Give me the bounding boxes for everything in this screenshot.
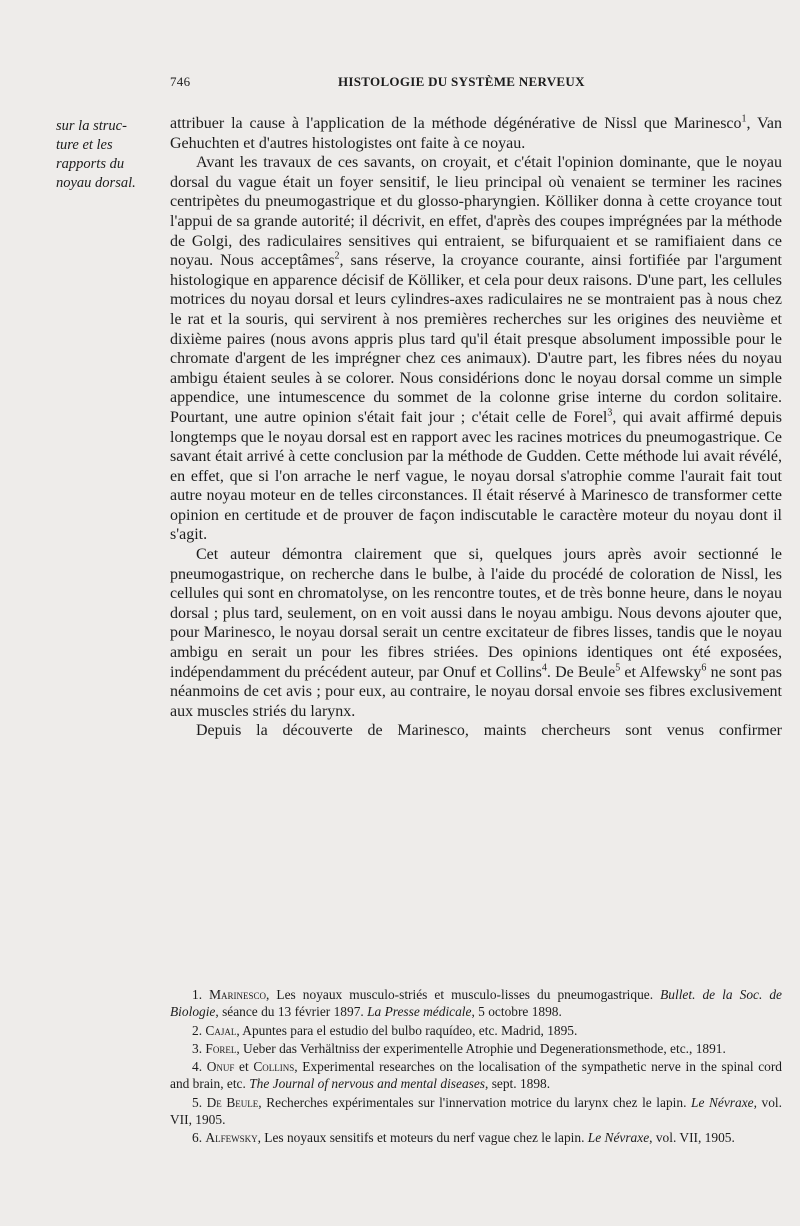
footnote-2: 2. Cajal, Apuntes para el estudio del bulbo raquídeo, etc. Madrid, 1895. xyxy=(192,1022,578,1038)
footnote-ref[interactable]: 4 xyxy=(541,662,547,674)
margin-note-line: noyau dorsal. xyxy=(56,175,136,191)
footnote-ref[interactable]: 2 xyxy=(334,250,340,262)
running-title: HISTOLOGIE DU SYSTÈME NERVEUX xyxy=(338,74,585,89)
footnote-ref[interactable]: 3 xyxy=(607,407,613,419)
page-number: 746 xyxy=(170,74,191,89)
footnotes xyxy=(170,986,782,1148)
paragraph-2: Avant les travaux de ces savants, on croyait, et c'était l'opinion dominante, que le noyau dorsal du vague était un foyer sensitif, le lieu principal où venaient se terminer les racines centripètes du pneumogastrique et du glosso-pharyngien. Kölliker donna à cette croyance tout l'appui de sa grande autorité; il décrivit, en effet, d'après des coupes imprégnées par la méthode de Golgi, des radiculaires sensitives qui entraient, se bifurquaient et se ramifiaient dans ce noyau. Nous acceptâmes$^2$, sans réserve, la croyance courante, ainsi fortifiée par l'argument histologique en apparence décisif de Kölliker, et cela pour deux raisons. D'une part, les cellules motrices du noyau dorsal et leurs cylindres-axes radiculaires ne se montraient pas à nous chez le rat et la souris, qui servirent à nos premières recherches sur les origines des neuvième et dixième paires (nous avons appris plus tard qu'il était presque absolument impossible pour le chromate d'argent de les imprégner chez ces animaux). D'autre part, les fibres nées du noyau ambigu étaient seules à se colorer. Nous considérions donc le noyau dorsal comme un simple appendice, une intumescence du sommet de la colonne grise interne du cordon solitaire. Pourtant, une autre opinion s'était fait jour ; c'était celle de Forel$^3$, qui avait affirmé depuis longtemps que le noyau dorsal est en rapport avec les racines motrices du pneumogastrique. Ce savant était arrivé à cette conclusion par la méthode de Gudden. Cette méthode lui avait révélé, en effet, que si l'on arrache le nerf vague, le noyau dorsal s'atrophie comme l'aurait fait tout autre noyau moteur en de telles circonstances. Il était réservé à Marinesco de transformer cette opinion en certitude et de prouver de façon indiscutable le caractère moteur du noyau dont il s'agit. xyxy=(170,154,782,544)
paragraph-1: attribuer la cause à l'application de la méthode dégénérative de Nissl que Marinesco$^1$, Van Gehuchten et d'autres histologistes ont faite à ce noyau. xyxy=(170,113,783,152)
margin-note-line: ture et les xyxy=(56,137,113,153)
footnote-ref[interactable]: 5 xyxy=(615,662,621,674)
margin-note xyxy=(56,117,168,193)
margin-note-line: rapports du xyxy=(56,156,125,172)
footnote-3: 3. Forel, Ueber das Verhältniss der experimentelle Atrophie und Degenerationsmethode, etc., 1891. xyxy=(192,1040,726,1056)
footnote-ref[interactable]: 6 xyxy=(701,662,707,674)
footnote-1: 1. Marinesco, Les noyaux musculo-striés et musculo-lisses du pneumogastrique. Bullet. de la Soc. de Biologie, séance du 13 février 1897. La Presse médicale, 5 octobre 1898. xyxy=(170,987,783,1020)
body-text xyxy=(170,114,782,741)
page-header xyxy=(170,74,782,96)
footnote-6: 6. Alfewsky, Les noyaux sensitifs et moteurs du nerf vague chez le lapin. Le Névraxe, vol. VII, 1905. xyxy=(192,1130,735,1146)
paragraph-3: Cet auteur démontra clairement que si, quelques jours après avoir sectionné le pneumogastrique, on recherche dans le bulbe, à l'aide du procédé de coloration de Nissl, les cellules qui sont en chromatolyse, on les rencontre toutes, et de très bonne heure, dans le noyau dorsal ; plus tard, seulement, on en voit aussi dans le noyau ambigu. Nous devons ajouter que, pour Marinesco, le noyau dorsal serait un centre excitateur de fibres lisses, tandis que le noyau ambigu en serait un pour les fibres striées. Des opinions identiques ont été exposées, indépendamment du précédent auteur, par Onuf et Collins$^4$. De Beule$^5$ et Alfewsky$^6$ ne sont pas néanmoins de cet avis ; pour eux, au contraire, le noyau dorsal envoie ses fibres exclusivement aux muscles striés du larynx. xyxy=(170,546,783,720)
margin-note-line: sur la struc- xyxy=(56,118,127,134)
paragraph-4: Depuis la découverte de Marinesco, maints chercheurs sont venus confirmer xyxy=(196,722,782,740)
footnote-5: 5. De Beule, Recherches expérimentales sur l'innervation motrice du larynx chez le lapin. Le Névraxe, vol. VII, 1905. xyxy=(170,1094,782,1128)
footnote-4: 4. Onuf et Collins, Experimental researches on the localisation of the sympathetic nerve in the spinal cord and brain, etc. The Journal of nervous and mental diseases, sept. 1898. xyxy=(170,1059,782,1092)
footnote-ref[interactable]: 1 xyxy=(741,113,747,125)
